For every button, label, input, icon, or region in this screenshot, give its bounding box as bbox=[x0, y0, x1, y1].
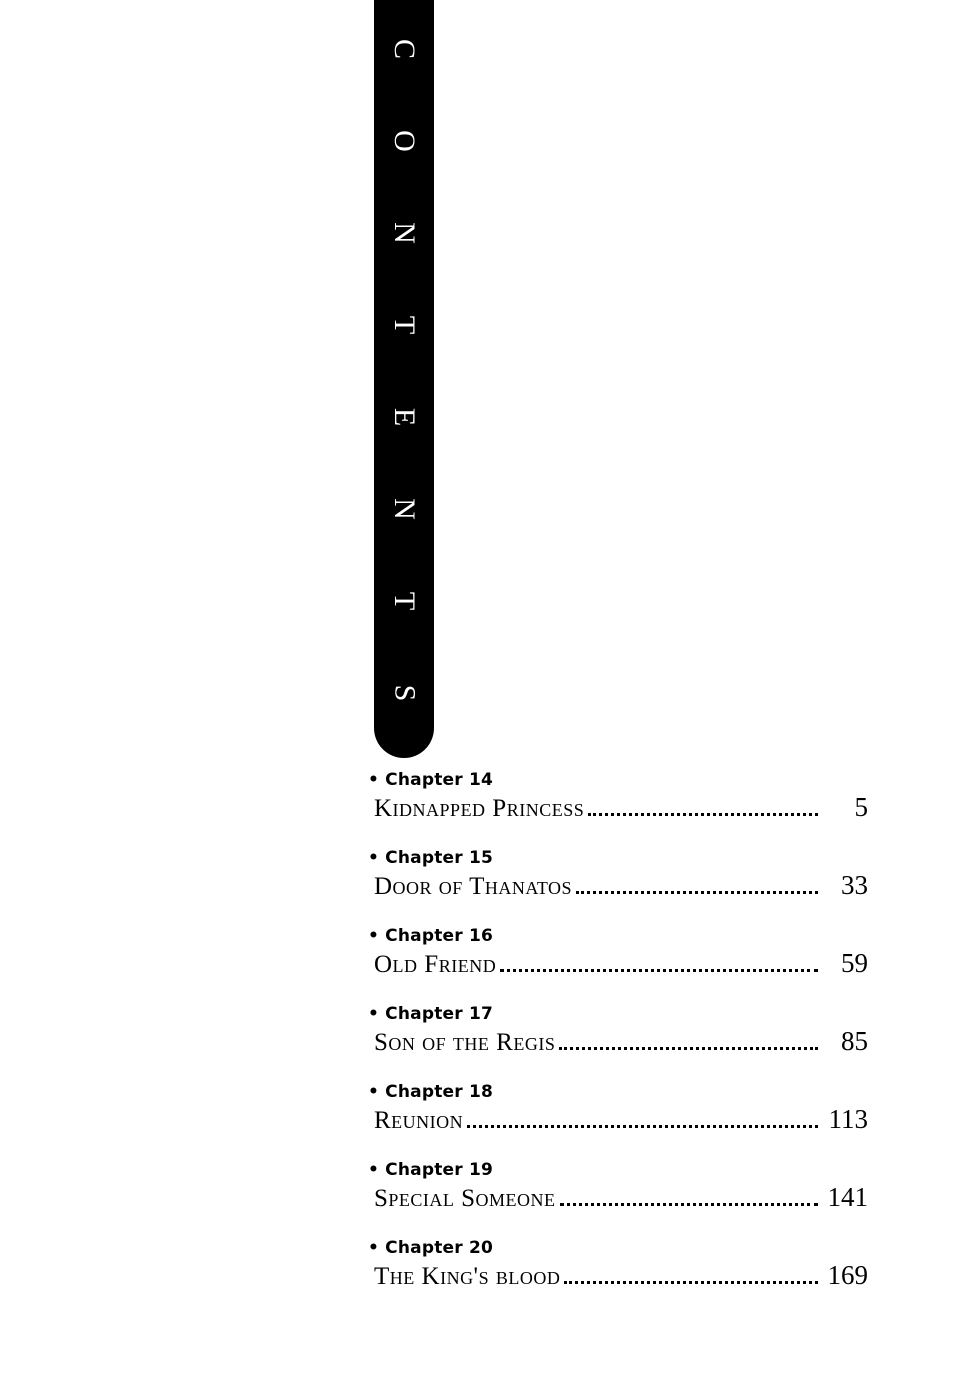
toc-line bbox=[368, 870, 868, 901]
toc-chapter-label: • Chapter 14 bbox=[368, 770, 494, 790]
toc-page-number: 33 bbox=[841, 870, 868, 900]
toc-title: Old Friend bbox=[374, 951, 497, 978]
contents-letter: N bbox=[387, 222, 421, 244]
toc-entry[interactable] bbox=[368, 770, 868, 823]
toc-page-number: 113 bbox=[828, 1104, 868, 1134]
toc-title: Kidnapped Princess bbox=[374, 795, 585, 822]
toc-entry[interactable] bbox=[368, 1238, 868, 1291]
toc-line bbox=[368, 792, 868, 823]
toc-entry[interactable] bbox=[368, 1082, 868, 1135]
contents-letter: O bbox=[387, 130, 421, 152]
toc-line bbox=[368, 1260, 868, 1291]
contents-letter: E bbox=[387, 407, 421, 427]
contents-letter: N bbox=[387, 498, 421, 520]
toc-leader-dots bbox=[467, 1125, 818, 1128]
toc-title: Reunion bbox=[374, 1107, 464, 1134]
toc-chapter-label: • Chapter 16 bbox=[368, 926, 494, 946]
toc-line bbox=[368, 1104, 868, 1135]
toc-leader-dots bbox=[564, 1281, 818, 1284]
toc-chapter-label: • Chapter 20 bbox=[368, 1238, 494, 1258]
toc-line bbox=[368, 1026, 868, 1057]
toc-leader-dots bbox=[500, 969, 818, 972]
toc-entry[interactable] bbox=[368, 1160, 868, 1213]
toc-leader-dots bbox=[559, 1047, 818, 1050]
toc-line bbox=[368, 948, 868, 979]
toc-title: The King's blood bbox=[374, 1263, 561, 1290]
contents-letter: T bbox=[387, 315, 421, 335]
toc-leader-dots bbox=[576, 891, 818, 894]
toc-leader-dots bbox=[588, 813, 818, 816]
contents-banner bbox=[374, 0, 434, 758]
toc-title: Special Someone bbox=[374, 1185, 556, 1212]
toc-chapter-label: • Chapter 18 bbox=[368, 1082, 494, 1102]
toc-leader-dots bbox=[560, 1203, 818, 1206]
toc-entry[interactable] bbox=[368, 926, 868, 979]
contents-letter: C bbox=[387, 38, 421, 60]
toc-chapter-label: • Chapter 19 bbox=[368, 1160, 494, 1180]
contents-letter: S bbox=[388, 684, 421, 702]
toc-chapter-label: • Chapter 15 bbox=[368, 848, 494, 868]
toc-title: Son of the Regis bbox=[374, 1029, 556, 1056]
contents-letter: T bbox=[387, 591, 421, 611]
toc-line bbox=[368, 1182, 868, 1213]
toc-chapter-label: • Chapter 17 bbox=[368, 1004, 494, 1024]
toc-page-number: 141 bbox=[827, 1182, 868, 1212]
toc-page-number: 169 bbox=[827, 1260, 868, 1290]
toc-entry[interactable] bbox=[368, 1004, 868, 1057]
toc-title: Door of Thanatos bbox=[374, 873, 573, 900]
toc-entry[interactable] bbox=[368, 848, 868, 901]
toc-page-number: 59 bbox=[841, 948, 868, 978]
table-of-contents bbox=[368, 770, 868, 1316]
toc-page-number: 5 bbox=[854, 792, 868, 822]
toc-page-number: 85 bbox=[841, 1026, 868, 1056]
